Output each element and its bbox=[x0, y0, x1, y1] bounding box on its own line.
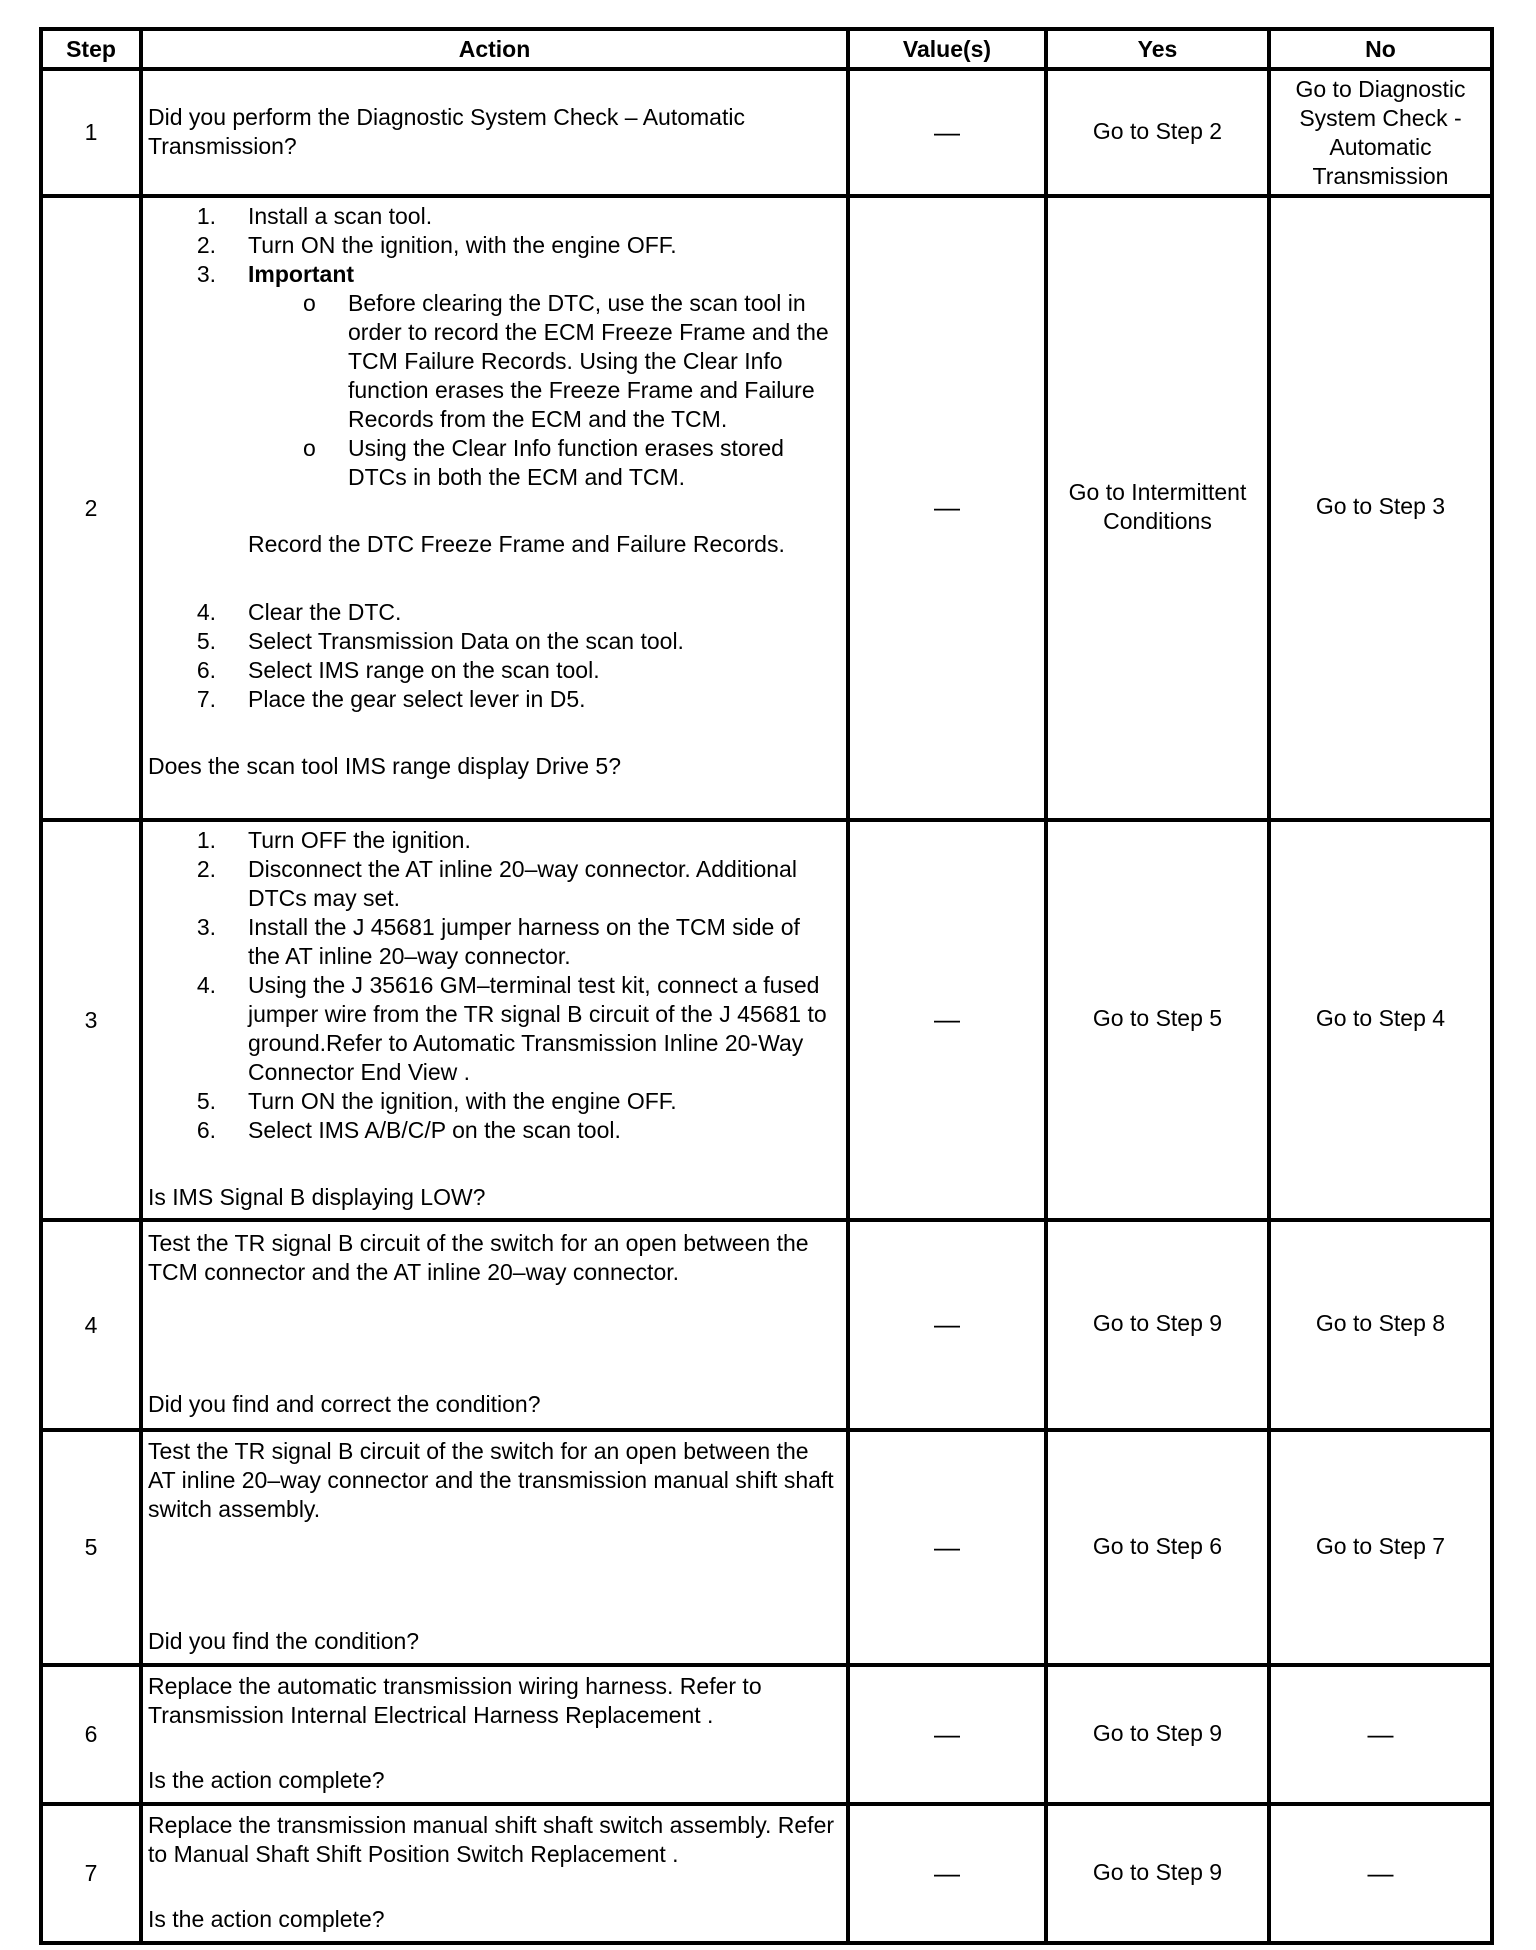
step-number: 5 bbox=[41, 1430, 141, 1665]
action-text: Replace the transmission manual shift shaft switch assembly. Refer to Manual Shaft Shift Position Switch Replacement . bbox=[148, 1812, 835, 1867]
step-number: 6 bbox=[41, 1665, 141, 1804]
step-number: 2 bbox=[41, 196, 141, 820]
table-row bbox=[41, 196, 1492, 820]
header-row bbox=[41, 29, 1492, 69]
value-dash: — bbox=[934, 1857, 960, 1888]
table-row bbox=[41, 69, 1492, 196]
value-cell bbox=[848, 1220, 1046, 1430]
value-dash: — bbox=[934, 1531, 960, 1562]
value-cell bbox=[848, 1430, 1046, 1665]
important-bullet: o Before clearing the DTC, use the scan tool in order to record the ECM Freeze Frame and the TCM Failure Records. Using the Clear Info function erases the Freeze Frame and Failure Records from the ECM and the TCM. bbox=[303, 289, 838, 434]
header-values: Value(s) bbox=[848, 29, 1046, 69]
value-dash: — bbox=[934, 1004, 960, 1034]
table-row bbox=[41, 1220, 1492, 1430]
yes-cell: Go to Intermittent Conditions bbox=[1046, 196, 1269, 820]
value-dash: — bbox=[934, 116, 960, 147]
no-cell: Go to Step 4 bbox=[1269, 820, 1492, 1220]
value-cell bbox=[848, 69, 1046, 196]
value-cell bbox=[848, 1804, 1046, 1943]
value-dash: — bbox=[934, 1309, 960, 1339]
table-row bbox=[41, 820, 1492, 1220]
action-cell bbox=[141, 69, 848, 196]
header-no: No bbox=[1269, 29, 1492, 69]
action-question: Is IMS Signal B displaying LOW? bbox=[148, 1184, 486, 1210]
action-text: Did you perform the Diagnostic System Check – Automatic Transmission? bbox=[148, 103, 745, 159]
action-step: 4. Clear the DTC. bbox=[248, 598, 838, 627]
yes-cell: Go to Step 9 bbox=[1046, 1665, 1269, 1804]
no-cell: Go to Diagnostic System Check - Automatic Transmission bbox=[1269, 69, 1492, 196]
action-cell bbox=[141, 820, 848, 1220]
step-number: 3 bbox=[41, 820, 141, 1220]
yes-cell: Go to Step 9 bbox=[1046, 1220, 1269, 1430]
value-cell bbox=[848, 196, 1046, 820]
action-cell bbox=[141, 1430, 848, 1665]
action-step: 6. Select IMS A/B/C/P on the scan tool. bbox=[248, 1116, 838, 1145]
yes-cell: Go to Step 9 bbox=[1046, 1804, 1269, 1943]
header-action: Action bbox=[141, 29, 848, 69]
important-bullets bbox=[148, 289, 838, 492]
action-step: 5. Select Transmission Data on the scan tool. bbox=[248, 627, 838, 656]
action-step-important bbox=[248, 260, 838, 289]
action-cell bbox=[141, 196, 848, 820]
important-bullet: o Using the Clear Info function erases stored DTCs in both the ECM and TCM. bbox=[303, 434, 838, 492]
action-step: 3. Install the J 45681 jumper harness on the TCM side of the AT inline 20–way connector. bbox=[248, 913, 838, 971]
action-cell bbox=[141, 1804, 848, 1943]
record-note: Record the DTC Freeze Frame and Failure Records. bbox=[248, 531, 785, 557]
no-cell bbox=[1269, 1804, 1492, 1943]
action-question: Is the action complete? bbox=[148, 1906, 385, 1932]
action-question: Did you find and correct the condition? bbox=[148, 1391, 541, 1417]
action-text: Test the TR signal B circuit of the switch for an open between the TCM connector and the AT inline 20–way connector. bbox=[148, 1230, 809, 1285]
action-step: 2. Turn ON the ignition, with the engine OFF. bbox=[248, 231, 838, 260]
value-cell bbox=[848, 820, 1046, 1220]
yes-cell: Go to Step 2 bbox=[1046, 69, 1269, 196]
action-step: 2. Disconnect the AT inline 20–way connector. Additional DTCs may set. bbox=[248, 855, 838, 913]
action-cell bbox=[141, 1665, 848, 1804]
diagnostic-table bbox=[39, 27, 1494, 1945]
action-text: Test the TR signal B circuit of the switch for an open between the AT inline 20–way connector and the transmission manual shift shaft switch assembly. bbox=[148, 1438, 834, 1522]
important-label: Important bbox=[248, 261, 355, 287]
no-cell: Go to Step 7 bbox=[1269, 1430, 1492, 1665]
action-step: 5. Turn ON the ignition, with the engine OFF. bbox=[248, 1087, 838, 1116]
no-cell: Go to Step 3 bbox=[1269, 196, 1492, 820]
action-text: Replace the automatic transmission wiring harness. Refer to Transmission Internal Electrical Harness Replacement . bbox=[148, 1673, 762, 1728]
no-cell bbox=[1269, 1665, 1492, 1804]
action-question: Does the scan tool IMS range display Drive 5? bbox=[148, 753, 622, 779]
step-number: 7 bbox=[41, 1804, 141, 1943]
table-row bbox=[41, 1665, 1492, 1804]
step-number: 4 bbox=[41, 1220, 141, 1430]
action-question: Is the action complete? bbox=[148, 1767, 385, 1793]
action-question: Did you find the condition? bbox=[148, 1628, 420, 1654]
action-steps bbox=[148, 826, 838, 1145]
value-dash: — bbox=[934, 492, 960, 522]
yes-cell: Go to Step 6 bbox=[1046, 1430, 1269, 1665]
action-step: 1. Turn OFF the ignition. bbox=[248, 826, 838, 855]
value-cell bbox=[848, 1665, 1046, 1804]
no-dash: — bbox=[1367, 1718, 1394, 1749]
header-yes: Yes bbox=[1046, 29, 1269, 69]
value-dash: — bbox=[934, 1718, 960, 1749]
yes-cell: Go to Step 5 bbox=[1046, 820, 1269, 1220]
action-step: 7. Place the gear select lever in D5. bbox=[248, 685, 838, 714]
action-steps bbox=[148, 202, 838, 289]
action-step: 1. Install a scan tool. bbox=[248, 202, 838, 231]
action-steps bbox=[148, 598, 838, 714]
no-cell: Go to Step 8 bbox=[1269, 1220, 1492, 1430]
action-step: 4. Using the J 35616 GM–terminal test kit, connect a fused jumper wire from the TR signal B circuit of the J 45681 to ground.Refer to Automatic Transmission Inline 20-Way Connector End View . bbox=[248, 971, 838, 1087]
header-step: Step bbox=[41, 29, 141, 69]
action-cell bbox=[141, 1220, 848, 1430]
action-step: 6. Select IMS range on the scan tool. bbox=[248, 656, 838, 685]
no-dash: — bbox=[1367, 1857, 1394, 1888]
step-number: 1 bbox=[41, 69, 141, 196]
table-row bbox=[41, 1804, 1492, 1943]
table-row bbox=[41, 1430, 1492, 1665]
